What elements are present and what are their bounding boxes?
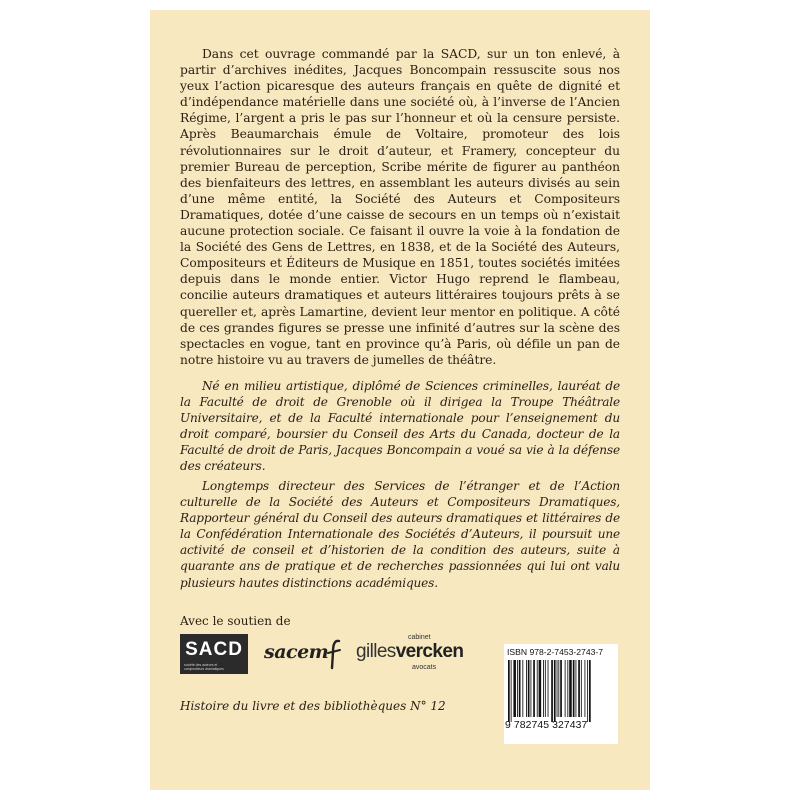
sacem-logo-name: sacem (264, 641, 329, 663)
support-label: Avec le soutien de (180, 614, 291, 628)
vercken-logo-cabinet: cabinet (408, 634, 431, 641)
sacd-logo-subtitle-line-2: compositeurs dramatiques (184, 667, 224, 671)
barcode-panel (504, 644, 618, 744)
vercken-logo-avocats: avocats (412, 664, 437, 671)
isbn-label: ISBN 978-2-7453-2743-7 (507, 647, 604, 657)
sacd-logo-name: SACD (185, 639, 243, 660)
book-summary: Dans cet ouvrage commandé par la SACD, sur un ton enlevé, à partir d’archives inédites, Jacques Boncompain ressuscite sous nos yeux l’action picaresque des auteurs français en quête de dignité et d’indépendance matérielle dans une société où, à l’inverse de l’Ancien Régime, l’argent a pris le pas sur l’honneur et où la censure persiste. Après Beaumarchais émule de Voltaire, promoteur des lois révolutionnaires sur le droit d’auteur, et Framery, concepteur du premier Bureau de perception, Scribe mérite de figurer au panthéon des bienfaiteurs des lettres, en assemblant les auteurs divisés au sein d’une même entité, la Société des Auteurs et Compositeurs Dramatiques, dotée d’une caisse de secours en un temps où n’existait aucune protection sociale. Ce faisant il ouvre la voie à la fondation de la Société des Gens de Lettres, en 1838, et de la Société des Auteurs, Compositeurs et Éditeurs de Musique en 1851, toutes sociétés imitées depuis dans le monde entier. Victor Hugo reprend le flambeau, concilie auteurs dramatiques et auteurs littéraires toujours prêts à se quereller et, après Lamartine, devient leur mentor en politique. A côté de ces grandes figures se presse une infinité d’autres sur la scène des spectacles en vogue, tant en province qu’à Paris, où défile un pan de notre histoire vu au travers de jumelles de théâtre. (180, 47, 620, 367)
author-bio-paragraph-1: Né en milieu artistique, diplômé de Sciences criminelles, lauréat de la Faculté de droit de Grenoble où il dirigea la Troupe Théâtrale Universitaire, et de la Faculté internationale pour l’enseignement du droit comparé, boursier du Conseil des Arts du Canada, docteur de la Faculté de droit de Paris, Jacques Boncompain a voué sa vie à la défense des créateurs. (180, 379, 620, 474)
sacem-logo (264, 640, 346, 670)
vercken-logo-name-part-1: gilles (356, 641, 396, 662)
sacem-f-mark-icon (326, 638, 344, 670)
author-bio-paragraph-2: Longtemps directeur des Services de l’étranger et de l’Action culturelle de la Société des Auteurs et Compositeurs Dramatiques, Rapporteur général du Conseil des auteurs dramatiques et littéraires de la Confédération Internationale des Sociétés d’Auteurs, il poursuit une activité de conseil et d’historien de la condition des auteurs, suite à quarante ans de pratique et de recherches passionnées qui lui ont valu plusieurs hautes distinctions académiques. (180, 479, 620, 590)
barcode-icon (507, 660, 615, 722)
vercken-law-firm-logo (356, 634, 480, 674)
series-title: Histoire du livre et des bibliothèques N° 12 (180, 699, 446, 713)
barcode-digits: 9 782745 327437 (505, 720, 588, 731)
vercken-logo-name (356, 641, 463, 663)
vercken-logo-name-part-2: vercken (395, 641, 464, 662)
sacd-logo-subtitle-line-1: société des auteurs et (184, 663, 218, 667)
sacd-logo (180, 634, 248, 674)
